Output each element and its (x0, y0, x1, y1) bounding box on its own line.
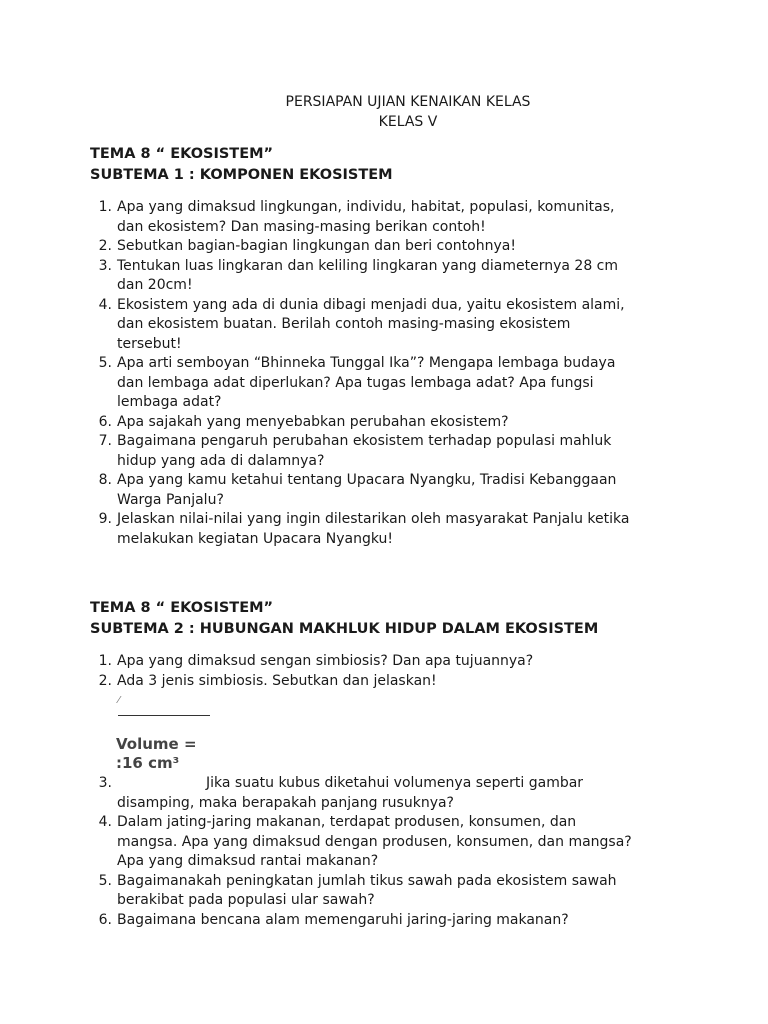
question-text-line: disamping, maka berapakah panjang rusuknya? (117, 794, 454, 811)
question-number: 2. (98, 672, 112, 689)
question-text-line: tersebut! (117, 335, 182, 352)
question-item (90, 237, 690, 257)
question-item (90, 652, 690, 672)
question-text-line: Apa yang dimaksud lingkungan, individu, habitat, populasi, komunitas, (117, 199, 615, 215)
document-class: KELAS V (378, 114, 438, 130)
figure-volume-label: Volume = (116, 735, 197, 753)
section2-question-list-b (90, 774, 690, 930)
question-text-line: Apa arti semboyan “Bhinneka Tunggal Ika”? Mengapa lembaga budaya (117, 355, 616, 371)
question-text-line: Dalam jating-jaring makanan, terdapat produsen, konsumen, dan (117, 814, 577, 830)
section2-subtheme: SUBTEMA 2 : HUBUNGAN MAKHLUK HIDUP DALAM EKOSISTEM (90, 621, 599, 637)
section1-question-list (90, 198, 690, 549)
figure-line (118, 715, 210, 716)
question-item (90, 413, 690, 433)
question-text-line: dan ekosistem buatan. Berilah contoh masing-masing ekosistem (117, 316, 571, 332)
question-text-line: Apa yang dimaksud sengan simbiosis? Dan apa tujuannya? (117, 653, 534, 669)
question-item (90, 432, 690, 471)
question-number: 7. (98, 433, 112, 449)
section2-theme: TEMA 8 “ EKOSISTEM” (90, 600, 274, 616)
question-item (90, 471, 690, 510)
question-text-line: lembaga adat? (117, 394, 222, 410)
question-text-line: dan lembaga adat diperlukan? Apa tugas lembaga adat? Apa fungsi (117, 374, 594, 391)
question-number: 3. (98, 775, 112, 791)
question-item (90, 774, 690, 813)
question-number: 8. (98, 472, 112, 488)
question-number: 3. (98, 257, 112, 274)
question-text-line: Tentukan luas lingkaran dan keliling lingkaran yang diameternya 28 cm (117, 257, 619, 274)
question-text-line: Apa yang dimaksud rantai makanan? (117, 853, 379, 869)
question-text-line: melakukan kegiatan Upacara Nyangku! (117, 530, 394, 547)
cube-volume-figure (116, 695, 236, 775)
question-item (90, 354, 690, 413)
figure-mark: ⁄ (118, 695, 120, 706)
question-text-line: Apa yang kamu ketahui tentang Upacara Nyangku, Tradisi Kebanggaan (117, 472, 617, 488)
question-text-line: Warga Panjalu? (117, 491, 224, 508)
question-text-line: Jika suatu kubus diketahui volumenya seperti gambar (117, 775, 584, 791)
question-text-line: Apa sajakah yang menyebabkan perubahan ekosistem? (117, 413, 509, 430)
question-text-line: Bagaimanakah peningkatan jumlah tikus sawah pada ekosistem sawah (117, 872, 617, 889)
section1-subtheme: SUBTEMA 1 : KOMPONEN EKOSISTEM (90, 167, 393, 183)
question-item (90, 911, 690, 931)
question-item (90, 872, 690, 911)
question-item (90, 510, 690, 549)
question-number: 4. (98, 296, 112, 313)
question-text-line: Sebutkan bagian-bagian lingkungan dan beri contohnya! (117, 238, 516, 254)
question-text-line: mangsa. Apa yang dimaksud dengan produsen, konsumen, dan mangsa? (117, 833, 632, 850)
question-text-line: Ada 3 jenis simbiosis. Sebutkan dan jelaskan! (117, 672, 437, 689)
question-text-line: berakibat pada populasi ular sawah? (117, 892, 375, 908)
question-number: 1. (98, 199, 112, 215)
question-text-line: Bagaimana bencana alam memengaruhi jaring-jaring makanan? (117, 911, 569, 928)
question-number: 6. (98, 413, 112, 430)
question-number: 6. (98, 911, 112, 928)
question-item (90, 672, 690, 692)
question-item (90, 813, 690, 872)
question-item (90, 198, 690, 237)
question-text-line: Jelaskan nilai-nilai yang ingin dilestarikan oleh masyarakat Panjalu ketika (117, 511, 630, 527)
question-number: 4. (98, 814, 112, 830)
section2-question-list-a (90, 652, 690, 691)
section1-theme: TEMA 8 “ EKOSISTEM” (90, 146, 274, 162)
question-item (90, 296, 690, 355)
question-text-line: hidup yang ada di dalamnya? (117, 452, 325, 469)
question-number: 5. (98, 872, 112, 889)
question-number: 2. (98, 238, 112, 254)
question-text-line: dan 20cm! (117, 277, 193, 293)
question-text-line: Ekosistem yang ada di dunia dibagi menjadi dua, yaitu ekosistem alami, (117, 296, 625, 313)
question-item (90, 257, 690, 296)
question-number: 9. (98, 511, 112, 527)
question-text-line: Bagaimana pengaruh perubahan ekosistem terhadap populasi mahluk (117, 433, 612, 449)
figure-volume-value: :16 cm³ (116, 754, 180, 772)
question-text-line: dan ekosistem? Dan masing-masing berikan contoh! (117, 218, 486, 235)
document-title: PERSIAPAN UJIAN KENAIKAN KELAS (285, 94, 531, 110)
question-number: 1. (98, 653, 112, 669)
question-number: 5. (98, 355, 112, 371)
